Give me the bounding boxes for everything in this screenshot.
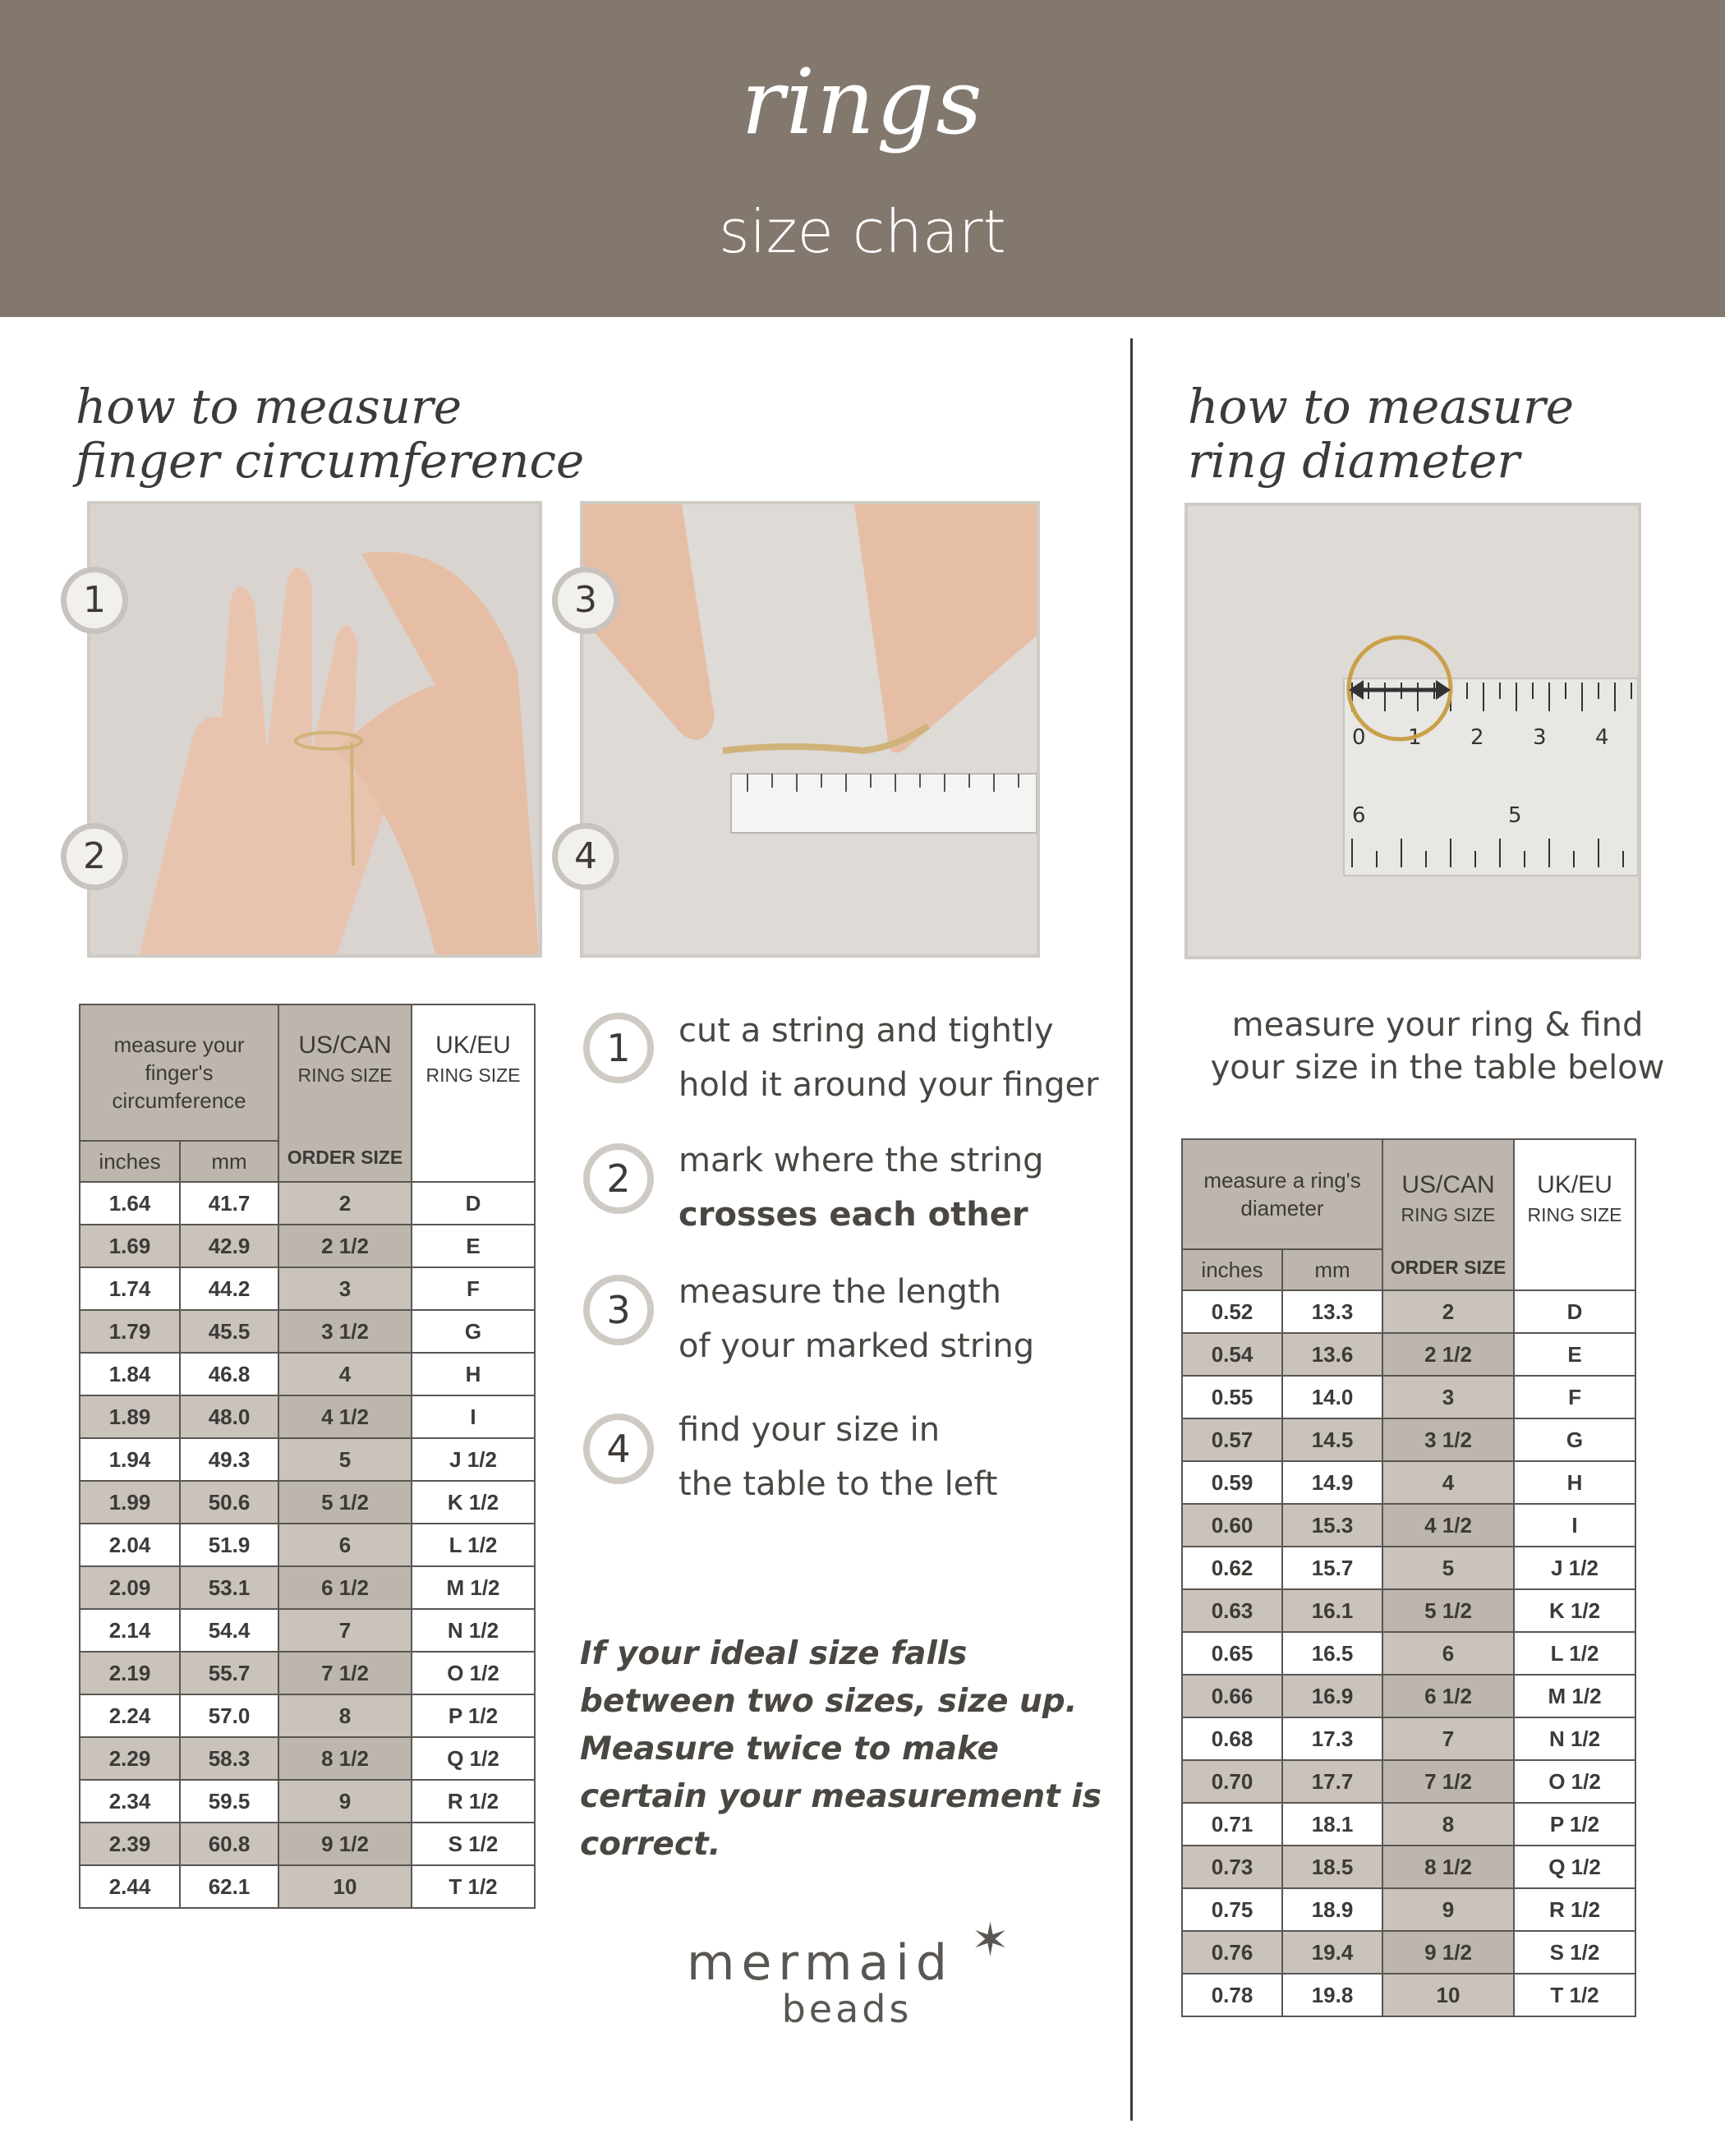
mm-cell: 50.6 [180, 1481, 278, 1524]
step-2-line2: crosses each other [678, 1196, 1028, 1234]
inches-cell: 1.64 [80, 1182, 180, 1225]
uk-size-cell: M 1/2 [1514, 1675, 1635, 1717]
us-can-header [278, 1004, 412, 1182]
inches-cell: 2.44 [80, 1865, 180, 1908]
mm-cell: 62.1 [180, 1865, 278, 1908]
us-size-cell: 8 1/2 [278, 1737, 412, 1780]
ring-size-rows [1182, 1290, 1635, 2016]
ring-us-can-label: US/CAN [1401, 1171, 1495, 1198]
inches-cell: 1.69 [80, 1225, 180, 1267]
inches-cell: 1.89 [80, 1395, 180, 1438]
uk-size-cell: M 1/2 [412, 1566, 535, 1609]
ruler-label-0: 0 [1352, 725, 1366, 750]
table-row [80, 1182, 535, 1225]
table-row [80, 1566, 535, 1609]
ring-inches-header: inches [1182, 1249, 1282, 1290]
inches-cell: 1.74 [80, 1267, 180, 1310]
order-size-label: ORDER SIZE [287, 1147, 403, 1168]
us-size-cell: 4 1/2 [278, 1395, 412, 1438]
inches-cell: 1.99 [80, 1481, 180, 1524]
ruler-label-4: 4 [1595, 725, 1609, 750]
step-2-line1: mark where the string [678, 1142, 1044, 1179]
uk-size-cell: N 1/2 [412, 1609, 535, 1652]
starfish-icon: ✶ [971, 1914, 1010, 1967]
inches-cell: 1.79 [80, 1310, 180, 1353]
mm-cell: 51.9 [180, 1524, 278, 1566]
ring-order-size-label: ORDER SIZE [1390, 1257, 1506, 1278]
table-row [1182, 1888, 1635, 1931]
photo-ring-ruler [1184, 503, 1641, 959]
table-row [80, 1481, 535, 1524]
uk-size-cell: Q 1/2 [1514, 1846, 1635, 1888]
mm-cell: 19.4 [1282, 1931, 1382, 1974]
inches-cell: 0.66 [1182, 1675, 1282, 1717]
step-3-text [678, 1265, 1034, 1373]
mm-cell: 46.8 [180, 1353, 278, 1395]
finger-heading-line2: finger circumference [76, 433, 585, 489]
table-row [80, 1438, 535, 1481]
step-1-line1: cut a string and tightly [678, 1012, 1054, 1050]
table-row [1182, 1547, 1635, 1589]
hand-string-illustration [90, 504, 539, 954]
inches-cell: 0.52 [1182, 1290, 1282, 1333]
ring-instruction [1166, 1004, 1709, 1089]
us-size-cell: 3 [278, 1267, 412, 1310]
inches-cell: 0.65 [1182, 1632, 1282, 1675]
table-row [1182, 1418, 1635, 1461]
photo-badge-4: 4 [552, 823, 619, 890]
uk-size-cell: E [1514, 1333, 1635, 1376]
mm-cell: 16.1 [1282, 1589, 1382, 1632]
inches-cell: 2.19 [80, 1652, 180, 1694]
ruler-label-2: 2 [1470, 725, 1484, 750]
finger-size-rows [80, 1182, 535, 1908]
uk-size-cell: L 1/2 [412, 1524, 535, 1566]
uk-eu-header [412, 1004, 535, 1182]
mm-cell: 17.3 [1282, 1717, 1382, 1760]
inches-cell: 0.62 [1182, 1547, 1282, 1589]
us-size-cell: 2 [1382, 1290, 1514, 1333]
inches-cell: 0.57 [1182, 1418, 1282, 1461]
mm-cell: 18.1 [1282, 1803, 1382, 1846]
us-size-cell: 6 [1382, 1632, 1514, 1675]
us-size-cell: 7 1/2 [1382, 1760, 1514, 1803]
finger-group-header [80, 1004, 278, 1141]
us-size-cell: 5 [278, 1438, 412, 1481]
table-row [1182, 1290, 1635, 1333]
uk-size-cell: E [412, 1225, 535, 1267]
photo-badge-1: 1 [61, 567, 128, 634]
mm-cell: 13.3 [1282, 1290, 1382, 1333]
ruler-label-6: 6 [1352, 803, 1366, 828]
us-size-cell: 8 1/2 [1382, 1846, 1514, 1888]
step-badge-1: 1 [583, 1013, 654, 1083]
uk-eu-sub: RING SIZE [426, 1064, 521, 1086]
table-row [80, 1353, 535, 1395]
mm-cell: 14.0 [1282, 1376, 1382, 1418]
mm-cell: 16.5 [1282, 1632, 1382, 1675]
us-size-cell: 5 [1382, 1547, 1514, 1589]
inches-cell: 0.59 [1182, 1461, 1282, 1504]
mm-header: mm [180, 1141, 278, 1182]
us-size-cell: 8 [1382, 1803, 1514, 1846]
ring-heading-line2: ring diameter [1188, 433, 1520, 489]
inches-cell: 2.39 [80, 1823, 180, 1865]
inches-cell: 2.14 [80, 1609, 180, 1652]
inches-cell: 0.71 [1182, 1803, 1282, 1846]
mm-cell: 14.9 [1282, 1461, 1382, 1504]
step-3-line2: of your marked string [678, 1327, 1035, 1365]
mm-cell: 48.0 [180, 1395, 278, 1438]
table-row [1182, 1846, 1635, 1888]
us-size-cell: 9 [278, 1780, 412, 1823]
ring-ruler-illustration [1188, 506, 1638, 956]
table-row [1182, 1974, 1635, 2016]
photo-hand-string [87, 501, 542, 958]
inches-cell: 0.75 [1182, 1888, 1282, 1931]
mm-cell: 15.7 [1282, 1547, 1382, 1589]
us-size-cell: 9 [1382, 1888, 1514, 1931]
us-size-cell: 4 [1382, 1461, 1514, 1504]
column-divider [1130, 338, 1133, 2121]
table-row [80, 1823, 535, 1865]
step-badge-3: 3 [583, 1275, 654, 1345]
us-size-cell: 6 [278, 1524, 412, 1566]
uk-size-cell: K 1/2 [1514, 1589, 1635, 1632]
uk-size-cell: D [412, 1182, 535, 1225]
table-row [80, 1694, 535, 1737]
table-row [80, 1737, 535, 1780]
uk-size-cell: I [1514, 1504, 1635, 1547]
uk-size-cell: R 1/2 [412, 1780, 535, 1823]
mm-cell: 15.3 [1282, 1504, 1382, 1547]
logo-word-beads: beads [781, 1987, 913, 2031]
inches-cell: 0.76 [1182, 1931, 1282, 1974]
inches-cell: 0.55 [1182, 1376, 1282, 1418]
mm-cell: 14.5 [1282, 1418, 1382, 1461]
ring-mm-header: mm [1282, 1249, 1382, 1290]
us-size-cell: 9 1/2 [1382, 1931, 1514, 1974]
us-size-cell: 6 1/2 [278, 1566, 412, 1609]
step-badge-2: 2 [583, 1143, 654, 1214]
uk-size-cell: D [1514, 1290, 1635, 1333]
inches-cell: 0.70 [1182, 1760, 1282, 1803]
ruler-label-3: 3 [1533, 725, 1547, 750]
table-row [80, 1609, 535, 1652]
mm-cell: 41.7 [180, 1182, 278, 1225]
uk-size-cell: F [1514, 1376, 1635, 1418]
step-4-text [678, 1403, 997, 1511]
table-row [80, 1652, 535, 1694]
page-header [0, 0, 1725, 317]
mm-cell: 55.7 [180, 1652, 278, 1694]
table-row [80, 1267, 535, 1310]
uk-size-cell: S 1/2 [412, 1823, 535, 1865]
uk-size-cell: G [412, 1310, 535, 1353]
us-can-label: US/CAN [298, 1032, 392, 1059]
inches-cell: 0.73 [1182, 1846, 1282, 1888]
inches-cell: 0.63 [1182, 1589, 1282, 1632]
table-row [1182, 1333, 1635, 1376]
uk-size-cell: T 1/2 [412, 1865, 535, 1908]
us-size-cell: 3 [1382, 1376, 1514, 1418]
photo-badge-2: 2 [61, 823, 128, 890]
us-size-cell: 7 [278, 1609, 412, 1652]
uk-size-cell: N 1/2 [1514, 1717, 1635, 1760]
table-row [1182, 1589, 1635, 1632]
inches-header: inches [80, 1141, 180, 1182]
mm-cell: 16.9 [1282, 1675, 1382, 1717]
us-size-cell: 5 1/2 [278, 1481, 412, 1524]
ruler-label-1: 1 [1408, 725, 1422, 750]
mm-cell: 18.9 [1282, 1888, 1382, 1931]
inches-cell: 1.84 [80, 1353, 180, 1395]
inches-cell: 0.78 [1182, 1974, 1282, 2016]
uk-size-cell: R 1/2 [1514, 1888, 1635, 1931]
mm-cell: 60.8 [180, 1823, 278, 1865]
uk-size-cell: S 1/2 [1514, 1931, 1635, 1974]
ring-instruction-line1: measure your ring & find [1231, 1006, 1644, 1044]
ruler-label-5: 5 [1508, 803, 1522, 828]
us-can-sub: RING SIZE [297, 1064, 393, 1086]
mm-cell: 49.3 [180, 1438, 278, 1481]
mm-cell: 13.6 [1282, 1333, 1382, 1376]
ring-uk-eu-sub: RING SIZE [1527, 1204, 1622, 1225]
uk-eu-label: UK/EU [435, 1032, 511, 1059]
step-3-line1: measure the length [678, 1273, 1002, 1311]
table-row [1182, 1931, 1635, 1974]
us-size-cell: 10 [278, 1865, 412, 1908]
finger-group-header-text: measure your finger's circumference [112, 1032, 246, 1113]
finger-heading [76, 379, 584, 488]
ring-us-can-sub: RING SIZE [1401, 1204, 1496, 1225]
us-size-cell: 2 1/2 [278, 1225, 412, 1267]
table-row [80, 1395, 535, 1438]
ring-uk-eu-header [1514, 1139, 1635, 1290]
inches-cell: 0.54 [1182, 1333, 1282, 1376]
uk-size-cell: H [1514, 1461, 1635, 1504]
table-row [1182, 1803, 1635, 1846]
table-row [1182, 1632, 1635, 1675]
us-size-cell: 10 [1382, 1974, 1514, 2016]
us-size-cell: 2 1/2 [1382, 1333, 1514, 1376]
uk-size-cell: L 1/2 [1514, 1632, 1635, 1675]
ring-group-header-text: measure a ring's diameter [1203, 1168, 1361, 1221]
table-row [80, 1524, 535, 1566]
mm-cell: 57.0 [180, 1694, 278, 1737]
uk-size-cell: P 1/2 [1514, 1803, 1635, 1846]
uk-size-cell: K 1/2 [412, 1481, 535, 1524]
us-size-cell: 5 1/2 [1382, 1589, 1514, 1632]
step-4-line2: the table to the left [678, 1465, 998, 1503]
string-ruler-illustration [583, 504, 1037, 954]
mm-cell: 17.7 [1282, 1760, 1382, 1803]
us-size-cell: 7 [1382, 1717, 1514, 1760]
mm-cell: 54.4 [180, 1609, 278, 1652]
table-row [1182, 1376, 1635, 1418]
uk-size-cell: I [412, 1395, 535, 1438]
mm-cell: 45.5 [180, 1310, 278, 1353]
inches-cell: 2.24 [80, 1694, 180, 1737]
mm-cell: 18.5 [1282, 1846, 1382, 1888]
us-size-cell: 3 1/2 [1382, 1418, 1514, 1461]
page-title: rings [741, 49, 984, 154]
uk-size-cell: Q 1/2 [412, 1737, 535, 1780]
table-row [1182, 1675, 1635, 1717]
inches-cell: 2.34 [80, 1780, 180, 1823]
us-size-cell: 4 1/2 [1382, 1504, 1514, 1547]
ring-uk-eu-label: UK/EU [1537, 1171, 1612, 1198]
uk-size-cell: O 1/2 [412, 1652, 535, 1694]
table-row [1182, 1504, 1635, 1547]
uk-size-cell: P 1/2 [412, 1694, 535, 1737]
us-size-cell: 3 1/2 [278, 1310, 412, 1353]
ring-group-header [1182, 1139, 1382, 1249]
mm-cell: 42.9 [180, 1225, 278, 1267]
ring-instruction-line2: your size in the table below [1210, 1049, 1665, 1087]
table-row [80, 1780, 535, 1823]
mm-cell: 59.5 [180, 1780, 278, 1823]
step-1-line2: hold it around your finger [678, 1066, 1099, 1104]
us-size-cell: 6 1/2 [1382, 1675, 1514, 1717]
us-size-cell: 7 1/2 [278, 1652, 412, 1694]
uk-size-cell: G [1514, 1418, 1635, 1461]
step-badge-4: 4 [583, 1414, 654, 1484]
page-subtitle: size chart [719, 197, 1006, 266]
photo-badge-3: 3 [552, 567, 619, 634]
inches-cell: 1.94 [80, 1438, 180, 1481]
finger-heading-line1: how to measure [76, 379, 462, 434]
us-size-cell: 8 [278, 1694, 412, 1737]
ring-heading [1188, 379, 1574, 488]
us-size-cell: 4 [278, 1353, 412, 1395]
uk-size-cell: J 1/2 [412, 1438, 535, 1481]
ring-us-can-header [1382, 1139, 1514, 1290]
size-up-tip: If your ideal size falls between two sizes, size up. Measure twice to make certain your measurement is correct. [580, 1635, 1102, 1863]
mermaid-beads-logo [687, 1914, 1032, 2031]
table-row [80, 1310, 535, 1353]
inches-cell: 0.60 [1182, 1504, 1282, 1547]
table-row [80, 1865, 535, 1908]
step-1-text [678, 1004, 1099, 1112]
table-row [80, 1225, 535, 1267]
inches-cell: 2.09 [80, 1566, 180, 1609]
mm-cell: 44.2 [180, 1267, 278, 1310]
photo-string-ruler [580, 501, 1040, 958]
finger-size-table [79, 1004, 536, 1909]
uk-size-cell: H [412, 1353, 535, 1395]
us-size-cell: 2 [278, 1182, 412, 1225]
uk-size-cell: J 1/2 [1514, 1547, 1635, 1589]
us-size-cell: 9 1/2 [278, 1823, 412, 1865]
mm-cell: 58.3 [180, 1737, 278, 1780]
ring-heading-line1: how to measure [1188, 379, 1575, 434]
step-2-text [678, 1133, 1044, 1242]
inches-cell: 2.04 [80, 1524, 180, 1566]
inches-cell: 0.68 [1182, 1717, 1282, 1760]
mm-cell: 19.8 [1282, 1974, 1382, 2016]
table-row [1182, 1717, 1635, 1760]
logo-word-mermaid: mermaid [687, 1934, 954, 1992]
mm-cell: 53.1 [180, 1566, 278, 1609]
uk-size-cell: O 1/2 [1514, 1760, 1635, 1803]
uk-size-cell: T 1/2 [1514, 1974, 1635, 2016]
table-row [1182, 1760, 1635, 1803]
ring-size-table [1181, 1138, 1636, 2017]
uk-size-cell: F [412, 1267, 535, 1310]
inches-cell: 2.29 [80, 1737, 180, 1780]
table-row [1182, 1461, 1635, 1504]
step-4-line1: find your size in [678, 1411, 941, 1449]
